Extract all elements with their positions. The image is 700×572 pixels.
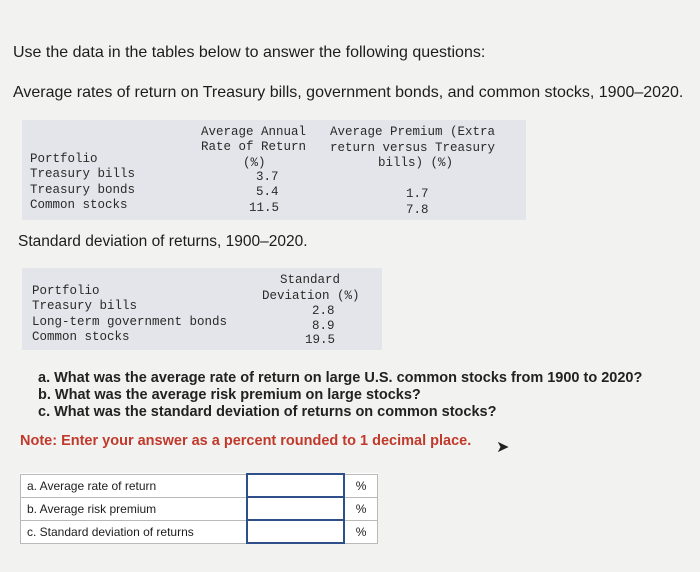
table-row-portfolio: Common stocks [30,198,128,212]
percent-unit: % [344,474,377,497]
table-row-premium: 7.8 [406,203,429,217]
std-dev-input[interactable] [247,520,344,543]
table-row-sd: 19.5 [305,333,336,347]
answer-table [20,473,378,544]
question-c: c. What was the standard deviation of returns on common stocks? [38,404,497,420]
table-row [21,520,378,543]
question-a: a. What was the average rate of return on large U.S. common stocks from 1900 to 2020? [38,370,643,386]
question-b: b. What was the average risk premium on large stocks? [38,387,421,403]
table-row-portfolio: Treasury bills [30,167,136,181]
table-row-rate: 11.5 [249,201,280,215]
risk-premium-input[interactable] [247,497,344,520]
col-premium-header-1: Average Premium (Extra [330,125,496,139]
percent-unit: % [344,520,377,543]
col-sd-header-2: Deviation (%) [262,289,360,303]
table-row-rate: 5.4 [256,185,279,199]
table-row [21,497,378,520]
table1-title: Average rates of return on Treasury bills, government bonds, and common stocks, 1900–2020. [13,84,684,101]
table2-title: Standard deviation of returns, 1900–2020. [18,233,308,250]
col-rate-header-2: Rate of Return [201,140,307,154]
table-row-portfolio: Treasury bonds [30,183,136,197]
col-premium-header-2: return versus Treasury [330,141,496,155]
table-row-portfolio: Treasury bills [32,299,138,313]
table-row-sd: 2.8 [312,304,335,318]
answer-label: b. Average risk premium [21,497,247,520]
col-sd-header-1: Standard [280,273,341,287]
answer-label: a. Average rate of return [21,474,247,497]
col-premium-header-3: bills) (%) [378,156,454,170]
table-row-rate: 3.7 [256,170,279,184]
table-row-portfolio: Common stocks [32,330,130,344]
mouse-cursor-icon: ➤ [496,439,510,456]
col-portfolio-header: Portfolio [32,284,100,298]
table-row-portfolio: Long-term government bonds [32,315,228,329]
col-portfolio-header: Portfolio [30,152,98,166]
note-text: Note: Enter your answer as a percent rounded to 1 decimal place. [20,433,472,449]
table-row-premium: 1.7 [406,187,429,201]
instructions-text: Use the data in the tables below to answer the following questions: [13,44,486,61]
table-row-sd: 8.9 [312,319,335,333]
percent-unit: % [344,497,377,520]
col-rate-header-3: (%) [243,156,266,170]
answer-label: c. Standard deviation of returns [21,520,247,543]
col-rate-header-1: Average Annual [201,125,307,139]
table-row [21,474,378,497]
average-rate-input[interactable] [247,474,344,497]
